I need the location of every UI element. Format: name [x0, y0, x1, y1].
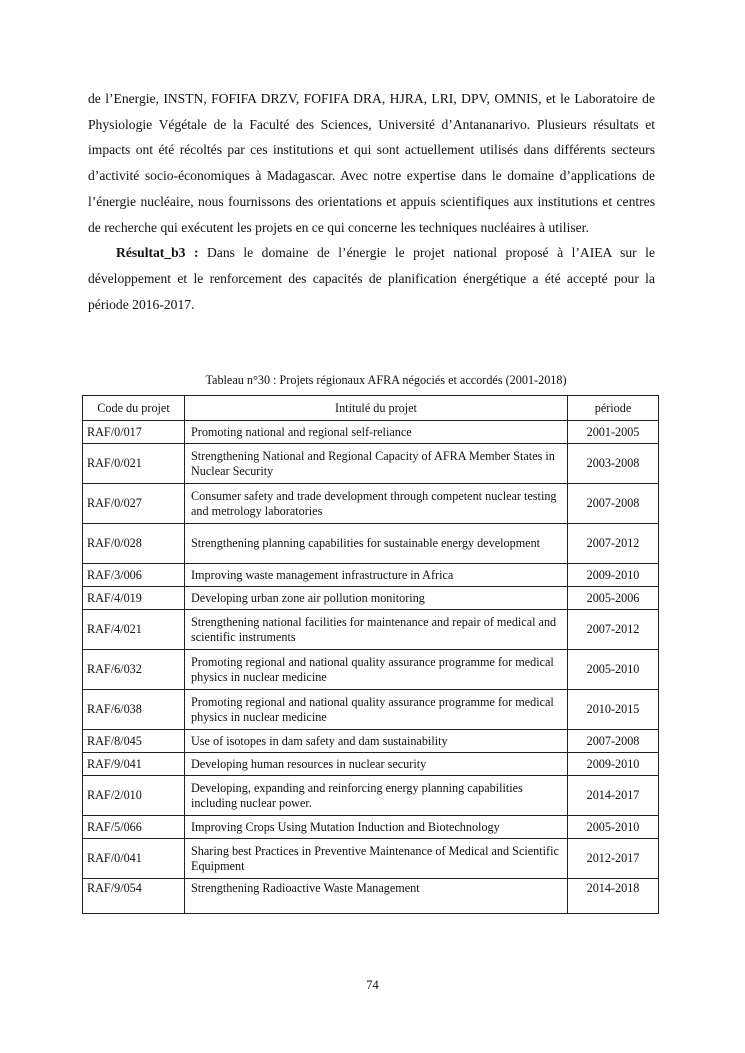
table-row [83, 879, 659, 914]
project-title: Sharing best Practices in Preventive Maintenance of Medical and Scientific Equipment [185, 839, 568, 879]
project-code: RAF/9/041 [83, 753, 185, 776]
table-row [83, 524, 659, 564]
page-number: 74 [366, 978, 379, 992]
header-period: période [568, 396, 659, 421]
table-row [83, 610, 659, 650]
project-title: Promoting national and regional self-reliance [185, 421, 568, 444]
project-code: RAF/8/045 [83, 730, 185, 753]
table-row [83, 839, 659, 879]
header-code: Code du projet [83, 396, 185, 421]
project-title: Consumer safety and trade development through competent nuclear testing and metrology laboratories [185, 484, 568, 524]
project-title: Promoting regional and national quality assurance programme for medical physics in nuclear medicine [185, 690, 568, 730]
project-code: RAF/0/028 [83, 524, 185, 564]
afra-projects-table [82, 395, 659, 914]
project-period: 2005-2006 [568, 587, 659, 610]
project-code: RAF/0/027 [83, 484, 185, 524]
project-code: RAF/4/021 [83, 610, 185, 650]
paragraph-institutions: de l’Energie, INSTN, FOFIFA DRZV, FOFIFA DRA, HJRA, LRI, DPV, OMNIS, et le Laboratoire de Physiologie Végétale de la Faculté des Sciences, Université d’Antananarivo. Plusieurs résultats et impacts ont été récoltés par ces institutions et qui sont actuellement utilisés dans différents secteurs d’activité socio-économiques à Madagascar. Avec notre expertise dans le domaine d’applications de l’énergie nucléaire, nous fournissons des orientations et appuis scientifiques aux institutions et centres de recherche qui exécutent les projets en ce qui concerne les techniques nucléaires à utiliser. [88, 91, 655, 235]
paragraph-result-b3 [88, 240, 655, 317]
body-text [88, 86, 655, 317]
table-row [83, 816, 659, 839]
project-title: Developing human resources in nuclear security [185, 753, 568, 776]
project-period: 2007-2012 [568, 610, 659, 650]
project-period: 2003-2008 [568, 444, 659, 484]
project-code: RAF/2/010 [83, 776, 185, 816]
project-code: RAF/5/066 [83, 816, 185, 839]
project-title: Strengthening Radioactive Waste Management [185, 879, 568, 914]
project-title: Improving Crops Using Mutation Induction and Biotechnology [185, 816, 568, 839]
project-period: 2007-2008 [568, 484, 659, 524]
project-title: Promoting regional and national quality assurance programme for medical physics in nuclear medicine [185, 650, 568, 690]
project-period: 2010-2015 [568, 690, 659, 730]
result-b3-text: Dans le domaine de l’énergie le projet national proposé à l’AIEA sur le développement et le renforcement des capacités de planification énergétique a été accepté pour la période 2016-2017. [88, 245, 655, 312]
project-period: 2005-2010 [568, 650, 659, 690]
table-header-row [83, 396, 659, 421]
project-period: 2007-2012 [568, 524, 659, 564]
project-period: 2005-2010 [568, 816, 659, 839]
project-period: 2012-2017 [568, 839, 659, 879]
project-code: RAF/0/041 [83, 839, 185, 879]
table-row [83, 421, 659, 444]
project-title: Strengthening national facilities for maintenance and repair of medical and scientific instruments [185, 610, 568, 650]
project-title: Strengthening National and Regional Capacity of AFRA Member States in Nuclear Security [185, 444, 568, 484]
table-row [83, 650, 659, 690]
project-code: RAF/9/054 [83, 879, 185, 914]
project-code: RAF/3/006 [83, 564, 185, 587]
project-period: 2001-2005 [568, 421, 659, 444]
project-title: Developing urban zone air pollution monitoring [185, 587, 568, 610]
table-row [83, 587, 659, 610]
project-title: Developing, expanding and reinforcing energy planning capabilities including nuclear power. [185, 776, 568, 816]
project-period: 2014-2017 [568, 776, 659, 816]
project-period: 2014-2018 [568, 879, 659, 914]
table-row [83, 730, 659, 753]
project-code: RAF/6/032 [83, 650, 185, 690]
project-code: RAF/4/019 [83, 587, 185, 610]
header-title: Intitulé du projet [185, 396, 568, 421]
table-caption: Tableau n°30 : Projets régionaux AFRA négociés et accordés (2001-2018) [205, 373, 567, 387]
project-title: Strengthening planning capabilities for sustainable energy development [185, 524, 568, 564]
project-title: Use of isotopes in dam safety and dam sustainability [185, 730, 568, 753]
table-row [83, 753, 659, 776]
project-period: 2009-2010 [568, 564, 659, 587]
table-row [83, 776, 659, 816]
table-row [83, 690, 659, 730]
table-row [83, 444, 659, 484]
project-title: Improving waste management infrastructure in Africa [185, 564, 568, 587]
project-period: 2009-2010 [568, 753, 659, 776]
table-row [83, 564, 659, 587]
project-code: RAF/6/038 [83, 690, 185, 730]
result-b3-label: Résultat_b3 : [116, 245, 199, 261]
project-code: RAF/0/021 [83, 444, 185, 484]
project-period: 2007-2008 [568, 730, 659, 753]
table-row [83, 484, 659, 524]
project-code: RAF/0/017 [83, 421, 185, 444]
